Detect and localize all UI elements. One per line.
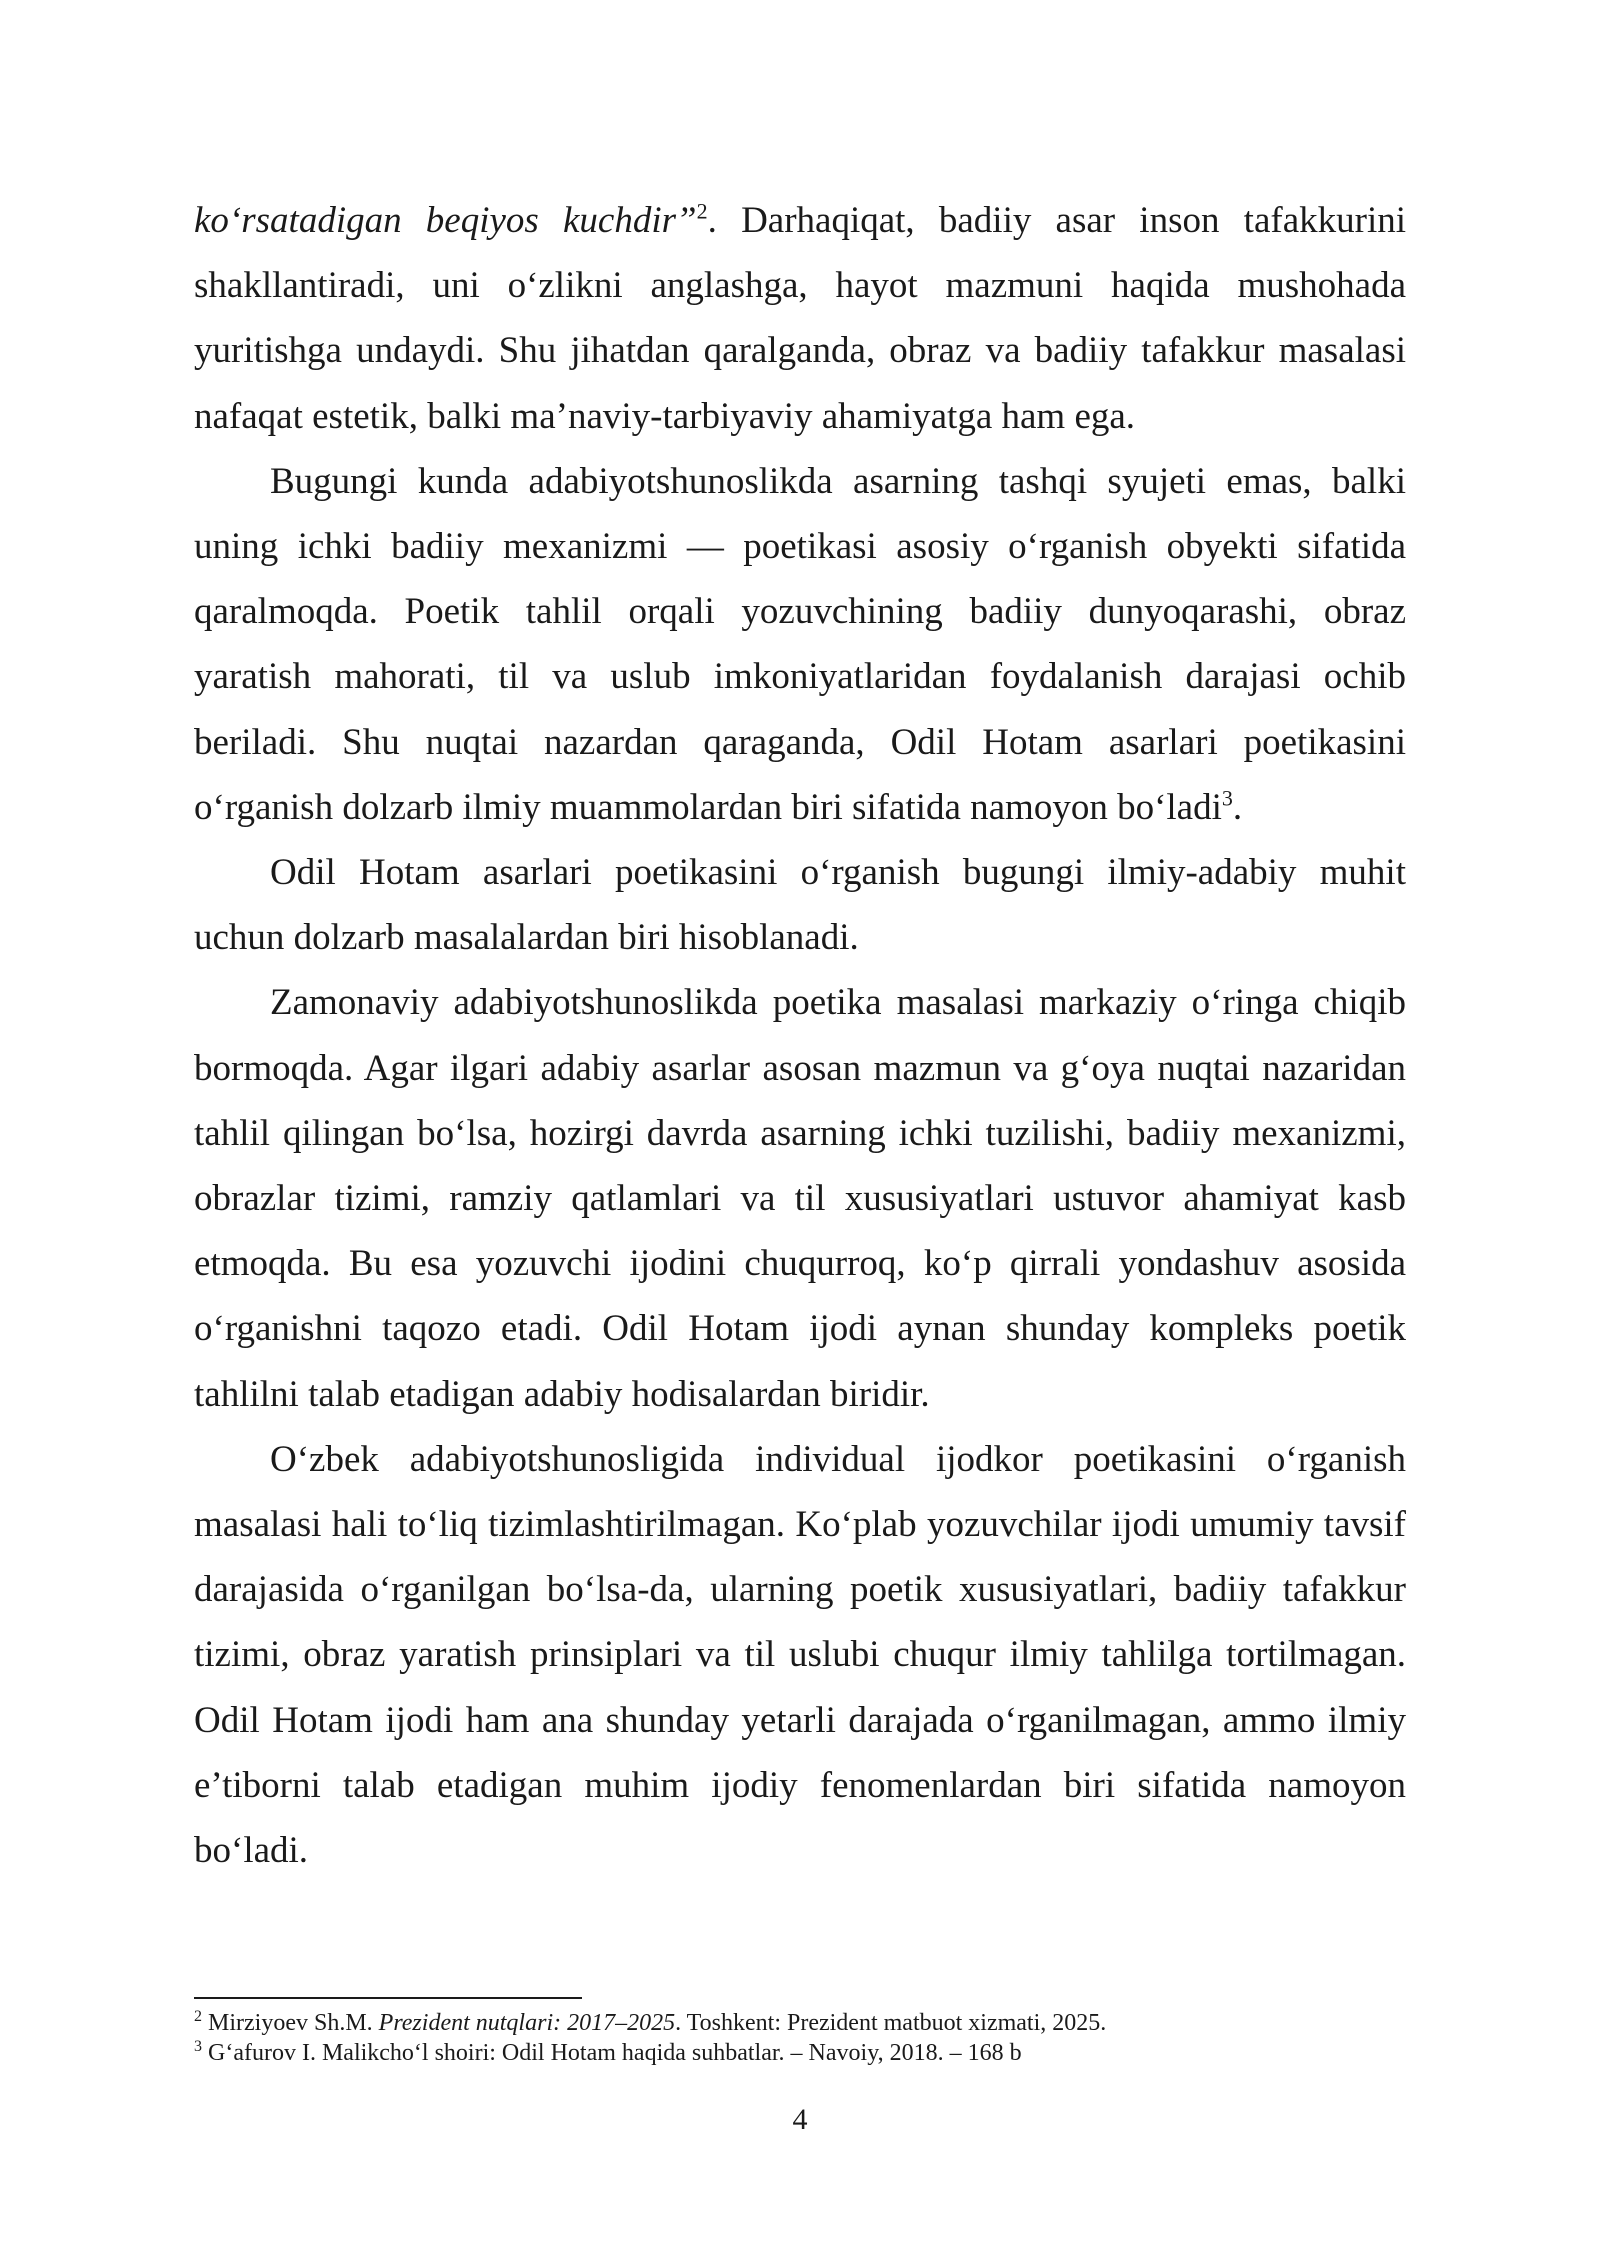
footnotes <box>194 2008 1406 2068</box>
footnote-title: Prezident nutqlari: 2017–2025 <box>378 2010 676 2036</box>
footnote-ref-3[interactable]: 3 <box>1221 785 1233 811</box>
footnote-details: . Toshkent: Prezident matbuot xizmati, 2025. <box>675 2010 1107 2036</box>
paragraph-1 <box>194 188 1406 449</box>
body-text <box>194 188 1406 1883</box>
paragraph-1-text: . Darhaqiqat, badiiy asar inson tafakkurini shakllantiradi, uni o‘zlikni anglashga, hayot mazmuni haqida mushohada yuritishga undaydi. Shu jihatdan qaralganda, obraz va badiiy tafakkur masalasi nafaqat estetik, balki ma’naviy-tarbiyaviy ahamiyatga ham ega. <box>194 200 1407 437</box>
page-number: 4 <box>792 2103 808 2136</box>
footnote-number: 2 <box>194 2008 202 2025</box>
footnote-3 <box>194 2038 1406 2068</box>
paragraph-2-tail: . <box>1232 786 1243 828</box>
footnote-separator <box>194 1997 582 1999</box>
footnote-text: G‘afurov I. Malikcho‘l shoiri: Odil Hotam haqida suhbatlar. – Navoiy, 2018. – 168 b <box>208 2040 1022 2066</box>
italic-quote-ending: ko‘rsatadigan beqiyos kuchdir” <box>194 200 697 241</box>
footnote-number: 3 <box>194 2038 202 2055</box>
paragraph-5: O‘zbek adabiyotshunosligida individual ijodkor poetikasini o‘rganish masalasi hali to‘liq tizimlashtirilmagan. Ko‘plab yozuvchilar ijodi umumiy tavsif darajasida o‘rganilgan bo‘lsa-da, ularning poetik xususiyatlari, badiiy tafakkur tizimi, obraz yaratish prinsiplari va til uslubi chuqur ilmiy tahlilga tortilmagan. Odil Hotam ijodi ham ana shunday yetarli darajada o‘rganilmagan, ammo ilmiy e’tiborni talab etadigan muhim ijodiy fenomenlardan biri sifatida namoyon bo‘ladi. <box>194 1438 1406 1872</box>
paragraph-4: Zamonaviy adabiyotshunoslikda poetika masalasi markaziy o‘ringa chiqib bormoqda. Agar ilgari adabiy asarlar asosan mazmun va g‘oya nuqtai nazaridan tahlil qilingan bo‘lsa, hozirgi davrda asarning ichki tuzilishi, badiiy mexanizmi, obrazlar tizimi, ramziy qatlamlari va til xususiyatlari ustuvor ahamiyat kasb etmoqda. Bu esa yozuvchi ijodini chuqurroq, ko‘p qirrali yondashuv asosida o‘rganishni taqozo etadi. Odil Hotam ijodi aynan shunday kompleks poetik tahlilni talab etadigan adabiy hodisalardan biridir. <box>194 982 1406 1415</box>
paragraph-2-text: Bugungi kunda adabiyotshunoslikda asarning tashqi syujeti emas, balki uning ichki badiiy mexanizmi — poetikasi asosiy o‘rganish obyekti sifatida qaralmoqda. Poetik tahlil orqali yozuvchining badiiy dunyoqarashi, obraz yaratish mahorati, til va uslub imkoniyatlaridan foydalanish darajasi ochib beriladi. Shu nuqtai nazardan qaraganda, Odil Hotam asarlari poetikasini o‘rganish dolzarb ilmiy muammolardan biri sifatida namoyon bo‘ladi <box>194 460 1406 828</box>
footnote-2 <box>194 2008 1406 2038</box>
footnote-author: Mirziyoev Sh.M. <box>208 2010 373 2036</box>
footnote-ref-2[interactable]: 2 <box>696 198 708 224</box>
paragraph-3: Odil Hotam asarlari poetikasini o‘rganish bugungi ilmiy-adabiy muhit uchun dolzarb masalalardan biri hisoblanadi. <box>194 852 1406 959</box>
paragraph-2 <box>194 449 1406 840</box>
